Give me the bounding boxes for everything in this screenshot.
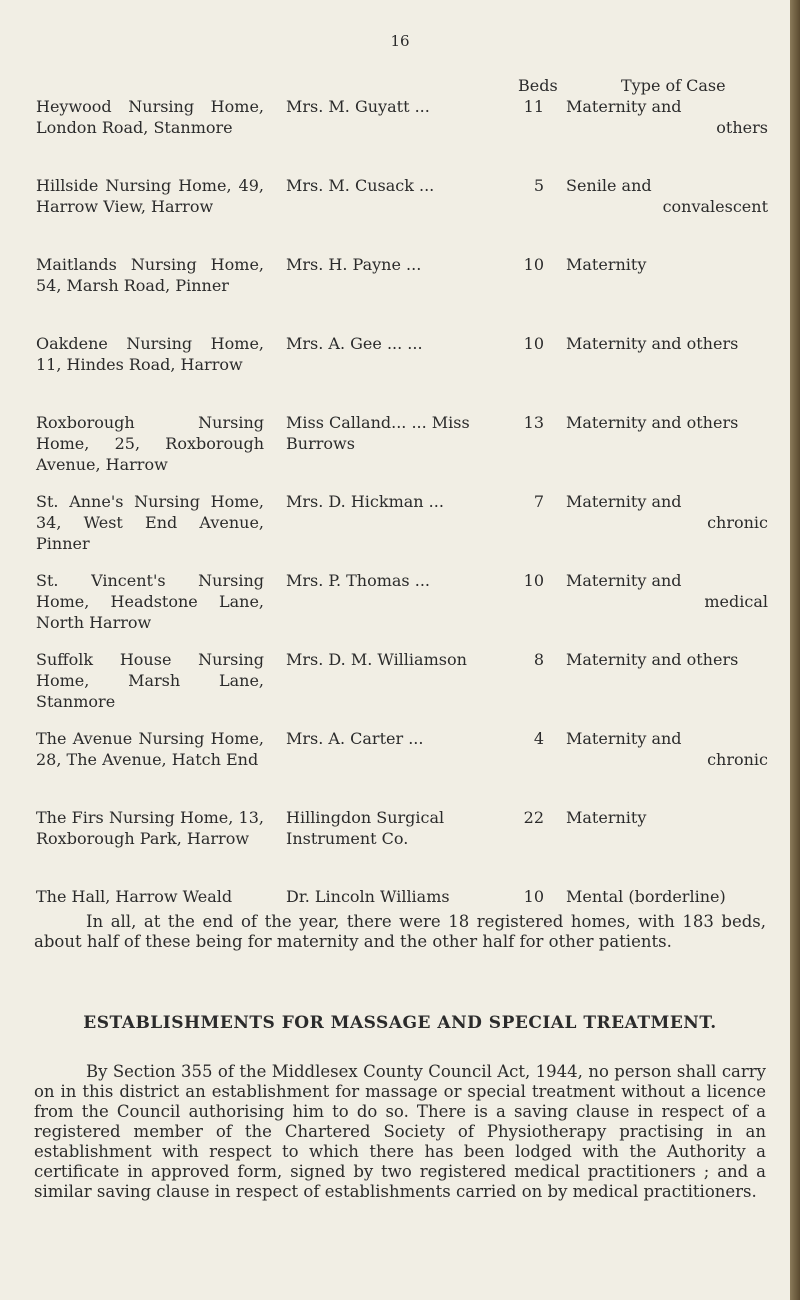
summary-paragraph: In all, at the end of the year, there were 18 registered homes, with 183 beds, about half of these being for maternity and the other half for other patients.	[34, 912, 766, 951]
case-type	[566, 649, 768, 670]
case-type-line2: convalescent	[662, 197, 768, 216]
home-name: The Hall, Harrow Weald	[36, 887, 233, 906]
home-name: Heywood Nursing Home, London Road, Stanmore	[36, 97, 264, 137]
case-type	[566, 728, 768, 770]
case-type-line1: Maternity	[566, 808, 647, 827]
proprietor: Mrs. A. Carter ...	[286, 729, 424, 748]
home-name: Suffolk House Nursing Home, Marsh Lane, Stanmore	[36, 650, 264, 711]
home-name: The Avenue Nursing Home, 28, The Avenue, Hatch End	[36, 729, 264, 769]
proprietor: Mrs. D. Hickman ...	[286, 492, 444, 511]
case-type-line2: medical	[704, 592, 768, 611]
case-type	[566, 96, 768, 138]
home-name: The Firs Nursing Home, 13, Roxborough Park, Harrow	[36, 808, 264, 848]
beds-count: 10	[523, 571, 544, 590]
case-type	[566, 491, 768, 533]
table-row	[36, 491, 776, 570]
case-type	[566, 333, 768, 354]
column-header-type: Type of Case	[621, 76, 726, 95]
proprietor: Miss Calland... ... Miss Burrows	[286, 413, 470, 453]
proprietor: Mrs. A. Gee ... ...	[286, 334, 423, 353]
case-type	[566, 412, 768, 433]
page-number: 16	[390, 32, 410, 50]
beds-count: 8	[533, 650, 544, 669]
beds-count: 10	[523, 255, 544, 274]
case-type-line1: Maternity	[566, 255, 647, 274]
case-type	[566, 254, 768, 275]
table-row	[36, 728, 776, 807]
column-header-beds: Beds	[518, 76, 558, 95]
nursing-homes-table	[36, 96, 776, 936]
table-row	[36, 175, 776, 254]
proprietor: Mrs. D. M. Williamson	[286, 650, 467, 669]
table-row	[36, 649, 776, 728]
case-type	[566, 886, 768, 907]
proprietor: Mrs. P. Thomas ...	[286, 571, 430, 590]
beds-count: 10	[523, 887, 544, 906]
beds-count: 10	[523, 334, 544, 353]
proprietor: Dr. Lincoln Williams	[286, 887, 450, 906]
proprietor: Hillingdon Surgical Instrument Co.	[286, 808, 445, 848]
table-row	[36, 807, 776, 886]
case-type-line1: Maternity and others	[566, 334, 739, 353]
case-type-line1: Maternity and others	[566, 413, 739, 432]
case-type	[566, 175, 768, 217]
section-heading: ESTABLISHMENTS FOR MASSAGE AND SPECIAL TREATMENT.	[83, 1013, 717, 1033]
beds-count: 22	[523, 808, 544, 827]
table-row	[36, 412, 776, 491]
case-type-line1: Senile and	[566, 176, 652, 195]
case-type-line2: chronic	[707, 513, 768, 532]
home-name: Oakdene Nursing Home, 11, Hindes Road, Harrow	[36, 334, 264, 374]
home-name: Hillside Nursing Home, 49, Harrow View, Harrow	[36, 176, 264, 216]
table-row	[36, 570, 776, 649]
proprietor: Mrs. M. Cusack ...	[286, 176, 435, 195]
home-name: St. Vincent's Nursing Home, Headstone Lane, North Harrow	[36, 571, 264, 632]
case-type-line1: Maternity and	[566, 97, 682, 116]
page-edge	[790, 0, 800, 1300]
case-type	[566, 570, 768, 612]
home-name: Maitlands Nursing Home, 54, Marsh Road, Pinner	[36, 255, 264, 295]
body-paragraph: By Section 355 of the Middlesex County Council Act, 1944, no person shall carry on in this district an establishment for massage or special treatment without a licence from the Council authorising him to do so. There is a saving clause in respect of a registered member of the Chartered Society of Physiotherapy practising in an establishment with respect to which there has been lodged with the Authority a certificate in approved form, signed by two registered medical practitioners ; and a similar saving clause in respect of establishments carried on by medical practitioners.	[34, 1062, 766, 1201]
beds-count: 4	[533, 729, 544, 748]
table-row	[36, 96, 776, 175]
table-row	[36, 254, 776, 333]
table-row	[36, 333, 776, 412]
case-type-line1: Mental (borderline)	[566, 887, 726, 906]
case-type-line2: others	[716, 118, 768, 137]
beds-count: 13	[523, 413, 544, 432]
case-type	[566, 807, 768, 828]
case-type-line2: chronic	[707, 750, 768, 769]
beds-count: 7	[533, 492, 544, 511]
home-name: St. Anne's Nursing Home, 34, West End Avenue, Pinner	[36, 492, 264, 553]
proprietor: Mrs. M. Guyatt ...	[286, 97, 430, 116]
beds-count: 11	[523, 97, 544, 116]
case-type-line1: Maternity and	[566, 571, 682, 590]
case-type-line1: Maternity and others	[566, 650, 739, 669]
case-type-line1: Maternity and	[566, 492, 682, 511]
proprietor: Mrs. H. Payne ...	[286, 255, 422, 274]
beds-count: 5	[533, 176, 544, 195]
case-type-line1: Maternity and	[566, 729, 682, 748]
home-name: Roxborough Nursing Home, 25, Roxborough Avenue, Harrow	[36, 413, 264, 474]
